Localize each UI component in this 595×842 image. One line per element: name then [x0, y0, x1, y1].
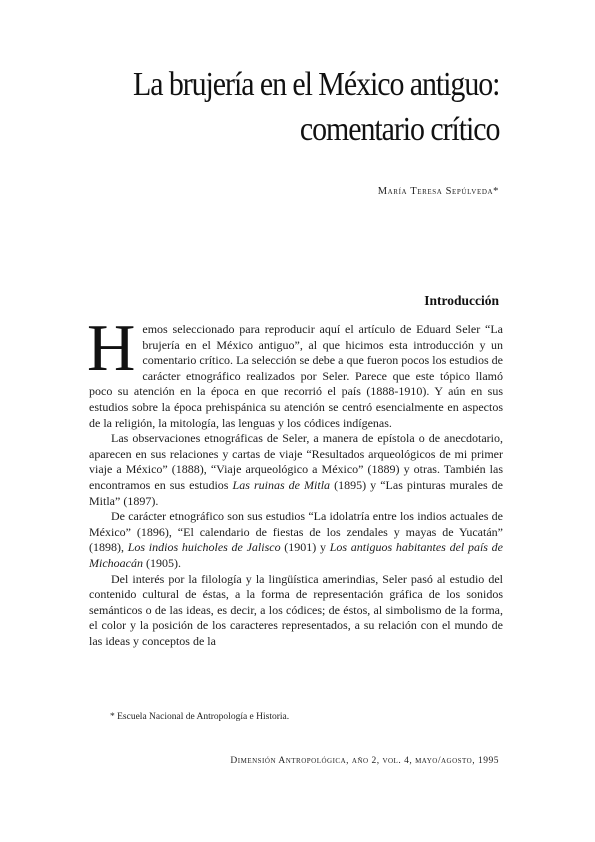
work-title: Los indios huicholes de Jalisco	[127, 540, 281, 555]
paragraph-2-text-b: (1895) y “Las pinturas murales de Mitla” (1897).	[89, 477, 504, 508]
footnote: * Escuela Nacional de Antropología e Historia.	[110, 712, 290, 722]
paragraph-3-text-b: (1901) y	[280, 540, 330, 555]
paragraph-3-text-a: De carácter etnográfico son sus estudios “La idolatría entre los indios actuales de México” (1896), “El calendario de fiestas de los zendales y mayas de Yucatán” (1898),	[89, 509, 503, 555]
paragraph-4: Del interés por la filología y la lingüística amerindias, Seler pasó al estudio del contenido cultural de éstas, a la forma de representación gráfica de los sonidos semánticos o de las ideas, es decir, a los códices; de éstos, al simbolismo de la forma, el color y la posición de los caracteres representados, a su relación con el mundo de las ideas y conceptos de la	[89, 571, 503, 648]
article-title	[133, 62, 499, 152]
work-title: Los antiguos habitantes del país de Michoacán	[89, 540, 503, 570]
article-body	[87, 311, 504, 649]
title-line-1: La brujería en el México antiguo:	[132, 66, 499, 103]
paragraph-1	[87, 311, 503, 431]
work-title: Las ruinas de Mitla	[232, 477, 331, 492]
paragraph-2	[89, 431, 503, 509]
paragraph-3	[89, 509, 503, 571]
section-heading: Introducción	[424, 293, 499, 308]
title-line-2: comentario crítico	[299, 111, 499, 148]
running-footer: Dimensión Antropológica, año 2, vol. 4, mayo/agosto, 1995	[230, 756, 499, 766]
paragraph-3-text-c: (1905).	[142, 555, 181, 570]
paragraph-1-text: emos seleccionado para reproducir aquí el artículo de Eduard Seler “La brujería en el México antiguo”, al que hicimos esta introducción y un comentario crítico. La selección se debe a que fueron pocos los estudios de carácter etnográfico realizados por Seler. Parece que este tópico llamó poco su atención en la época en que recorrió el país (1888-1910). Y aún en sus estudios sobre la época prehispánica su atención se centró esencialmente en aspectos de la religión, la mitología, las lenguas y los códices indígenas.	[89, 322, 503, 430]
paragraph-2-text-a: Las observaciones etnográficas de Seler, a manera de epístola o de anecdotario, aparecen en sus relaciones y cartas de viaje “Resultados arqueológicos de mi primer viaje a México” (1888), “Viaje arqueológico a México” (1889) y otras. También las encontramos en sus estudios	[89, 431, 503, 492]
drop-cap: H	[87, 311, 136, 385]
author-name: María Teresa Sepúlveda*	[377, 186, 499, 197]
